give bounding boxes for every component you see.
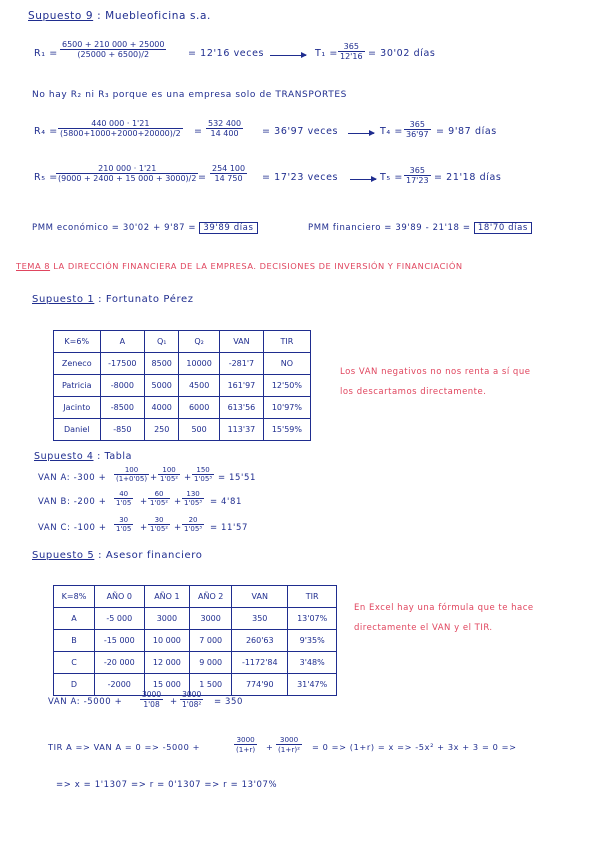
denominator: 1'05³ <box>194 475 213 483</box>
van-c-term-1 <box>114 516 133 533</box>
pmm-financiero-value: 18'70 días <box>474 222 532 234</box>
tema-title <box>16 261 463 271</box>
table-cell: 9 000 <box>190 652 232 674</box>
table-cell: 113'37 <box>220 419 264 441</box>
table-header-cell: TIR <box>288 586 337 608</box>
table-cell: 161'97 <box>220 375 264 397</box>
supuesto-4-title <box>34 451 132 462</box>
van-a5-result: = 350 <box>214 697 244 707</box>
table-header-cell: VAN <box>232 586 288 608</box>
numerator: 254 100 <box>212 164 246 173</box>
t4-label: T₄ = <box>380 126 403 137</box>
van-b-term-2 <box>148 490 170 507</box>
table-cell: Zeneco <box>54 353 101 375</box>
r5-result: = 17'23 veces <box>262 172 339 183</box>
table-cell: -8500 <box>100 397 145 419</box>
numerator: 20 <box>182 516 204 525</box>
numerator: 3000 <box>234 735 257 745</box>
table-header-cell: AÑO 2 <box>190 586 232 608</box>
r5-fraction <box>56 164 198 183</box>
table-header-cell: K=8% <box>54 586 95 608</box>
denominator: 1'05³ <box>184 499 203 507</box>
fortunato-table <box>53 330 311 441</box>
table-cell: 10 000 <box>144 630 190 652</box>
table-cell: -20 000 <box>94 652 144 674</box>
plus-sign: + <box>174 523 182 533</box>
t1-result: = 30'02 días <box>368 48 436 59</box>
r4-fraction <box>58 119 183 138</box>
table-cell: C <box>54 652 95 674</box>
table-header-cell: A <box>100 331 145 353</box>
table-header-cell: AÑO 0 <box>94 586 144 608</box>
r5-label: R₅ = <box>34 172 58 183</box>
table-cell: Daniel <box>54 419 101 441</box>
denominator: 1'05² <box>160 475 179 483</box>
numerator: 40 <box>114 490 133 499</box>
table-cell: Jacinto <box>54 397 101 419</box>
table-cell: 260'63 <box>232 630 288 652</box>
table-header-cell: VAN <box>220 331 264 353</box>
plus-sign: + <box>140 497 148 507</box>
table-cell: 7 000 <box>190 630 232 652</box>
table-cell: 31'47% <box>288 674 337 696</box>
plus-sign: + <box>184 473 192 483</box>
denominator: 1'08 <box>143 700 160 709</box>
numerator: 60 <box>148 490 170 499</box>
denominator: 1'05 <box>116 499 132 507</box>
numerator: 100 <box>158 466 180 475</box>
numerator: 130 <box>182 490 204 499</box>
r4-label: R₄ = <box>34 126 58 137</box>
numerator: 365 <box>338 42 365 52</box>
supuesto-9-title <box>28 10 211 22</box>
van-c-result: = 11'57 <box>210 523 248 533</box>
numerator: 150 <box>192 466 214 475</box>
section-heading: Supuesto 1 <box>32 294 95 305</box>
pmm-economico-value: 39'89 días <box>199 222 257 234</box>
table-header-cell: K=6% <box>54 331 101 353</box>
t4-fraction <box>404 120 431 139</box>
table-cell: 12'50% <box>263 375 310 397</box>
table-cell: D <box>54 674 95 696</box>
table-cell: -281'7 <box>220 353 264 375</box>
pmm-financiero-label: PMM financiero = 39'89 - 21'18 = <box>308 223 471 233</box>
t5-label: T₅ = <box>380 172 403 183</box>
van-a-term-2 <box>158 466 180 483</box>
section-subtitle: : Fortunato Pérez <box>98 294 194 305</box>
table-header-cell: AÑO 1 <box>144 586 190 608</box>
denominator: 36'97 <box>406 130 429 139</box>
section-heading: Supuesto 4 <box>34 451 94 462</box>
numerator: 30 <box>148 516 170 525</box>
r4-equals: = <box>194 126 203 137</box>
van-a-result: = 15'51 <box>218 473 256 483</box>
r1-fraction <box>60 40 166 59</box>
table-cell: 10'97% <box>263 397 310 419</box>
van-a5-term-2 <box>180 690 203 709</box>
table-cell: 15 000 <box>144 674 190 696</box>
van-b-term-1 <box>114 490 133 507</box>
denominator: (25000 + 6500)/2 <box>77 50 150 59</box>
numerator: 365 <box>404 166 431 176</box>
table-cell: 3000 <box>190 608 232 630</box>
table-header-cell: Q₁ <box>145 331 179 353</box>
table-cell: 3'48% <box>288 652 337 674</box>
table-cell: -2000 <box>94 674 144 696</box>
table-cell: B <box>54 630 95 652</box>
section-subtitle: : Muebleoficina s.a. <box>97 10 211 22</box>
plus-sign: + <box>170 697 178 707</box>
numerator: 100 <box>114 466 149 475</box>
tir-label: TIR A => VAN A = 0 => -5000 + <box>48 742 201 752</box>
r4-fraction-2 <box>206 119 243 138</box>
table-header-cell: TIR <box>263 331 310 353</box>
table-cell: 350 <box>232 608 288 630</box>
denominator: 12'16 <box>340 52 363 61</box>
r1-result: = 12'16 veces <box>188 48 265 59</box>
t4-result: = 9'87 días <box>436 126 497 137</box>
section-subtitle: : Tabla <box>97 451 133 462</box>
table-cell: 13'07% <box>288 608 337 630</box>
table-row <box>54 375 311 397</box>
supuesto-5-title <box>32 550 202 561</box>
table-cell: 1 500 <box>190 674 232 696</box>
table-cell: -15 000 <box>94 630 144 652</box>
denominator: 1'08² <box>182 700 202 709</box>
table-cell: 250 <box>145 419 179 441</box>
table-cell: -850 <box>100 419 145 441</box>
tema-label: TEMA 8 <box>16 261 51 271</box>
van-c-label: VAN C: -100 + <box>38 523 107 533</box>
table-cell: 15'59% <box>263 419 310 441</box>
denominator: 1'05² <box>150 525 169 533</box>
t1-label: T₁ = <box>315 48 338 59</box>
van-a5-term-1 <box>140 690 163 709</box>
van-b-result: = 4'81 <box>210 497 242 507</box>
arrow-icon <box>350 179 376 180</box>
plus-sign: + <box>266 742 274 752</box>
table-cell: Patricia <box>54 375 101 397</box>
numerator: 3000 <box>180 690 203 700</box>
van-a5-label: VAN A: -5000 + <box>48 697 123 707</box>
plus-sign: + <box>174 497 182 507</box>
numerator: 210 000 · 1'21 <box>56 164 198 174</box>
table-row <box>54 608 337 630</box>
denominator: 1'05 <box>116 525 132 533</box>
table-cell: -5 000 <box>94 608 144 630</box>
table-cell: 4000 <box>145 397 179 419</box>
denominator: (1+r) <box>236 745 256 754</box>
table-cell: -1172'84 <box>232 652 288 674</box>
table-cell: 4500 <box>179 375 220 397</box>
r1-label: R₁ = <box>34 48 58 59</box>
van-a-term-3 <box>192 466 214 483</box>
t1-fraction <box>338 42 365 61</box>
denominator: (5800+1000+2000+20000)/2 <box>60 129 181 138</box>
table-row <box>54 419 311 441</box>
van-c-term-3 <box>182 516 204 533</box>
table-cell: 6000 <box>179 397 220 419</box>
r5-equals: = <box>198 172 207 183</box>
r5-fraction-2 <box>210 164 247 183</box>
table-cell: -17500 <box>100 353 145 375</box>
table-header-row <box>54 586 337 608</box>
van-a-term-1 <box>114 466 149 483</box>
van-b-term-3 <box>182 490 204 507</box>
table-cell: -8000 <box>100 375 145 397</box>
table-cell: 500 <box>179 419 220 441</box>
pmm-economico-label: PMM económico = 30'02 + 9'87 = <box>32 223 197 233</box>
r4-result: = 36'97 veces <box>262 126 339 137</box>
numerator: 6500 + 210 000 + 25000 <box>62 40 165 49</box>
table-row <box>54 353 311 375</box>
denominator: 1'05² <box>150 499 169 507</box>
table-cell: 613'56 <box>220 397 264 419</box>
table-cell: 12 000 <box>144 652 190 674</box>
denominator: 1'05³ <box>184 525 203 533</box>
tir-result: = 0 => (1+r) = x => -5x² + 3x + 3 = 0 => <box>312 742 517 752</box>
table-header-cell: Q₂ <box>179 331 220 353</box>
arrow-icon <box>348 133 374 134</box>
t5-fraction <box>404 166 431 185</box>
table-cell: 3000 <box>144 608 190 630</box>
supuesto-1-title <box>32 294 194 305</box>
pmm-financiero <box>308 223 532 233</box>
table-row <box>54 652 337 674</box>
denominator: (1+r)² <box>278 745 301 754</box>
plus-sign: + <box>150 473 158 483</box>
no-r2-r3-text: No hay R₂ ni R₃ porque es una empresa solo de TRANSPORTES <box>32 90 347 100</box>
asesor-table <box>53 585 337 696</box>
table-cell: 10000 <box>179 353 220 375</box>
numerator: 3000 <box>276 735 302 745</box>
tir-term-1 <box>234 735 257 754</box>
tir-term-2 <box>276 735 302 754</box>
section-subtitle: : Asesor financiero <box>98 550 203 561</box>
van-b-label: VAN B: -200 + <box>38 497 107 507</box>
tema-name: LA DIRECCIÓN FINANCIERA DE LA EMPRESA. DECISIONES DE INVERSIÓN Y FINANCIACIÓN <box>53 261 463 271</box>
denominator: 14 750 <box>214 174 243 183</box>
section-heading: Supuesto 9 <box>28 10 94 22</box>
numerator: 3000 <box>142 690 162 699</box>
table-row <box>54 397 311 419</box>
excel-note: En Excel hay una fórmula que te hace directamente el VAN y el TIR. <box>354 603 534 633</box>
table-cell: 5000 <box>145 375 179 397</box>
tir-solution: => x = 1'1307 => r = 0'1307 => r = 13'07% <box>56 780 278 790</box>
van-a-label: VAN A: -300 + <box>38 473 107 483</box>
table-cell: A <box>54 608 95 630</box>
table-row <box>54 630 337 652</box>
numerator: 365 <box>404 120 431 130</box>
denominator: 17'23 <box>406 176 429 185</box>
numerator: 532 400 <box>208 119 242 128</box>
van-c-term-2 <box>148 516 170 533</box>
table-cell: 8500 <box>145 353 179 375</box>
table-header-row <box>54 331 311 353</box>
table-cell: 9'35% <box>288 630 337 652</box>
denominator: 14 400 <box>210 129 239 138</box>
t5-result: = 21'18 días <box>434 172 502 183</box>
arrow-icon <box>270 55 306 56</box>
denominator: (9000 + 2400 + 15 000 + 3000)/2 <box>58 174 197 183</box>
van-note: Los VAN negativos no nos renta a sí que los descartamos directamente. <box>340 367 531 397</box>
denominator: (1+0'05) <box>116 475 148 483</box>
section-heading: Supuesto 5 <box>32 550 95 561</box>
table-cell: 774'90 <box>232 674 288 696</box>
table-cell: NO <box>263 353 310 375</box>
numerator: 440 000 · 1'21 <box>58 119 183 129</box>
plus-sign: + <box>140 523 148 533</box>
pmm-economico <box>32 223 258 233</box>
numerator: 30 <box>114 516 133 525</box>
